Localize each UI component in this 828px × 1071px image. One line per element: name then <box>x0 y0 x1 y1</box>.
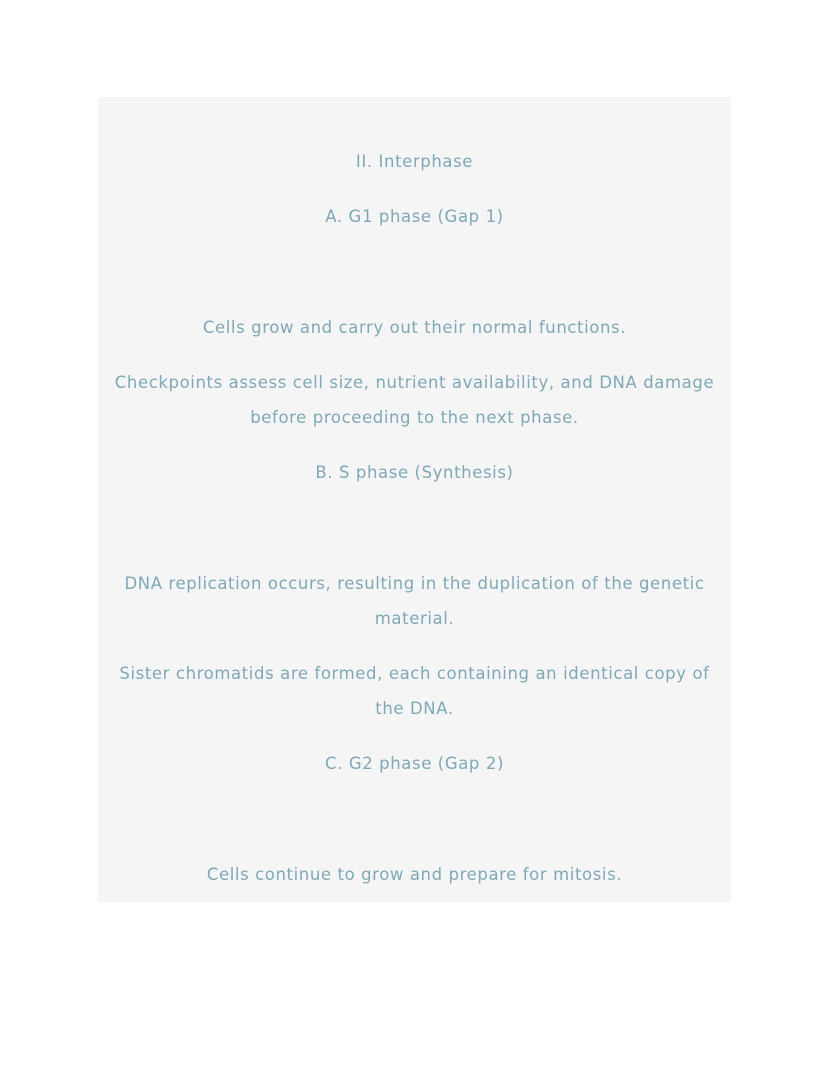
g1-point-1: Cells grow and carry out their normal functions. <box>202 318 627 337</box>
s-point-1-line-2: material. <box>374 609 455 628</box>
g1-point-2-line-2: before proceeding to the next phase. <box>250 408 579 427</box>
document-panel <box>98 97 731 902</box>
s-heading: B. S phase (Synthesis) <box>315 463 514 482</box>
g2-point-1: Cells continue to grow and prepare for mitosis. <box>206 865 623 884</box>
g2-heading: C. G2 phase (Gap 2) <box>325 754 504 773</box>
g1-point-2-line-1: Checkpoints assess cell size, nutrient availability, and DNA damage <box>114 373 715 392</box>
section-title: II. Interphase <box>355 152 474 171</box>
s-point-1-line-1: DNA replication occurs, resulting in the duplication of the genetic <box>124 574 705 593</box>
g1-heading: A. G1 phase (Gap 1) <box>325 207 504 226</box>
s-point-2-line-1: Sister chromatids are formed, each containing an identical copy of <box>119 664 710 683</box>
s-point-2-line-2: the DNA. <box>375 699 454 718</box>
